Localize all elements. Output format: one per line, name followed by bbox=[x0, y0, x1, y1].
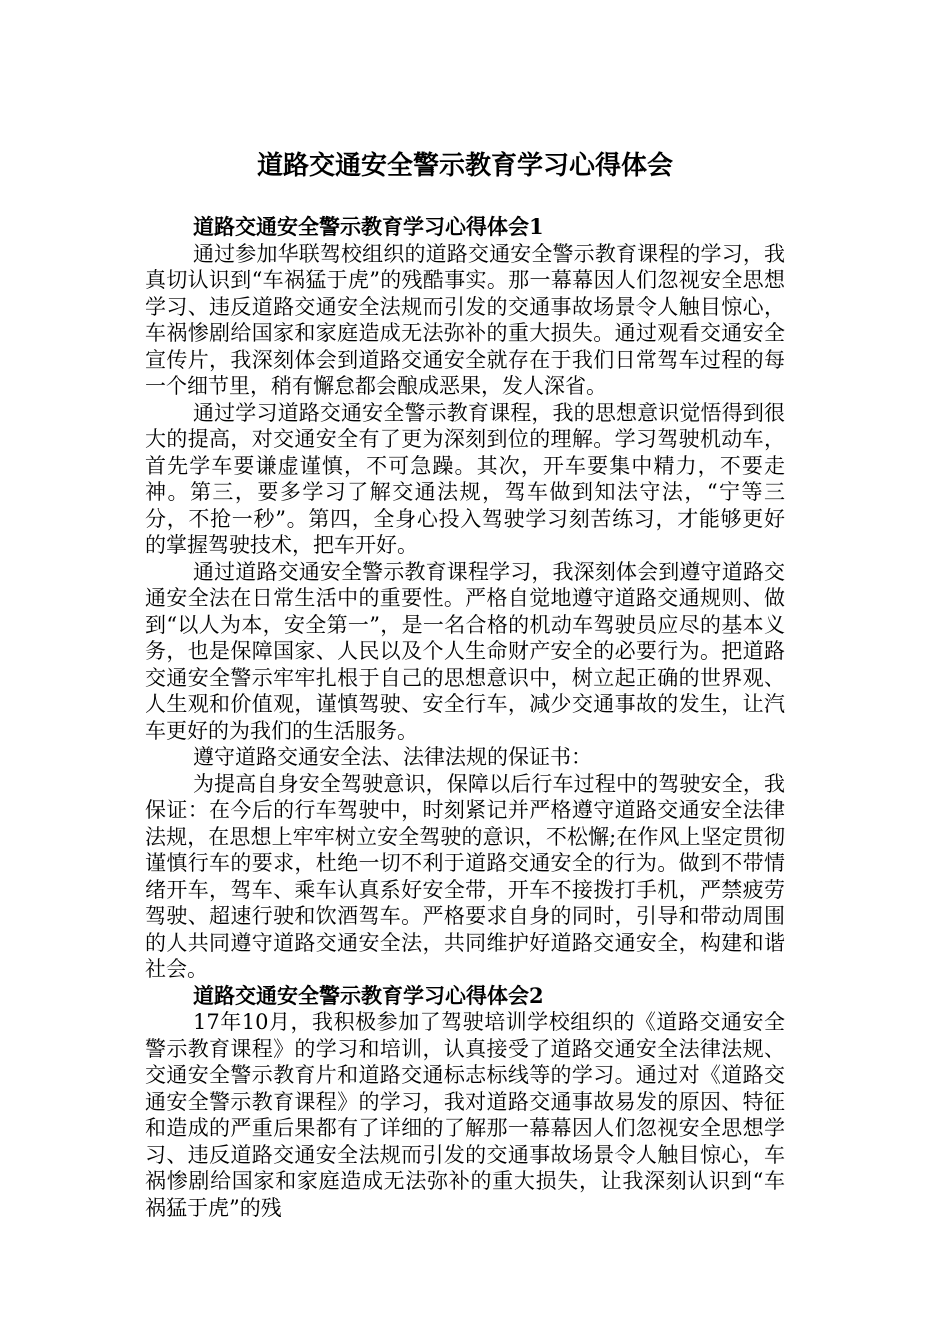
document-body bbox=[145, 214, 785, 1221]
paragraph: 通过道路交通安全警示教育课程学习，我深刻体会到遵守道路交通安全法在日常生活中的重要性。严格自觉地遵守道路交通规则、做到“以人为本，安全第一”，是一名合格的机动车驾驶员应尽的基本义务，也是保障国家、人民以及个人生命财产安全的必要行为。把道路交通安全警示牢牢扎根于自己的思想意识中，树立起正确的世界观、人生观和价值观，谨慎驾驶、安全行车，减少交通事故的发生，让汽车更好的为我们的生活服务。 bbox=[145, 559, 785, 743]
paragraph: 为提高自身安全驾驶意识，保障以后行车过程中的驾驶安全，我保证：在今后的行车驾驶中，时刻紧记并严格遵守道路交通安全法律法规，在思想上牢牢树立安全驾驶的意识，不松懈;在作风上坚定贯彻谨慎行车的要求，杜绝一切不利于道路交通安全的行为。做到不带情绪开车，驾车、乘车认真系好安全带，开车不接拨打手机，严禁疲劳驾驶、超速行驶和饮酒驾车。严格要求自身的同时，引导和带动周围的人共同遵守道路交通安全法，共同维护好道路交通安全，构建和谐社会。 bbox=[145, 771, 785, 981]
paragraph: 通过参加华联驾校组织的道路交通安全警示教育课程的学习，我真切认识到“车祸猛于虎”的残酷事实。那一幕幕因人们忽视安全思想学习、违反道路交通安全法规而引发的交通事故场景令人触目惊心，车祸惨剧给国家和家庭造成无法弥补的重大损失。通过观看交通安全宣传片，我深刻体会到道路交通安全就存在于我们日常驾车过程的每一个细节里，稍有懈怠都会酿成恶果，发人深省。 bbox=[145, 241, 785, 398]
document-page bbox=[145, 0, 785, 1221]
document-title: 道路交通安全警示教育学习心得体会 bbox=[256, 151, 673, 181]
paragraph: 遵守道路交通安全法、法律法规的保证书： bbox=[193, 745, 592, 769]
section-heading-2: 道路交通安全警示教育学习心得体会2 bbox=[193, 982, 544, 1008]
paragraph: 17年10月，我积极参加了驾驶培训学校组织的《道路交通安全警示教育课程》的学习和培训，认真接受了道路交通安全法律法规、交通安全警示教育片和道路交通标志标线等的学习。通过对《道路交通安全警示教育课程》的学习，我对道路交通事故易发的原因、特征和造成的严重后果都有了详细的了解那一幕幕因人们忽视安全思想学习、违反道路交通安全法规而引发的交通事故场景令人触目惊心，车祸惨剧给国家和家庭造成无法弥补的重大损失，让我深刻认识到“车祸猛于虎”的残 bbox=[145, 1010, 785, 1220]
section-heading-1: 道路交通安全警示教育学习心得体会1 bbox=[193, 214, 544, 239]
paragraph: 通过学习道路交通安全警示教育课程，我的思想意识觉悟得到很大的提高，对交通安全有了更为深刻到位的理解。学习驾驶机动车，首先学车要谦虚谨慎，不可急躁。其次，开车要集中精力，不要走神。第三，要多学习了解交通法规，驾车做到知法守法，“宁等三分，不抢一秒”。第四，全身心投入驾驶学习刻苦练习，才能够更好的掌握驾驶技术，把车开好。 bbox=[145, 400, 785, 557]
